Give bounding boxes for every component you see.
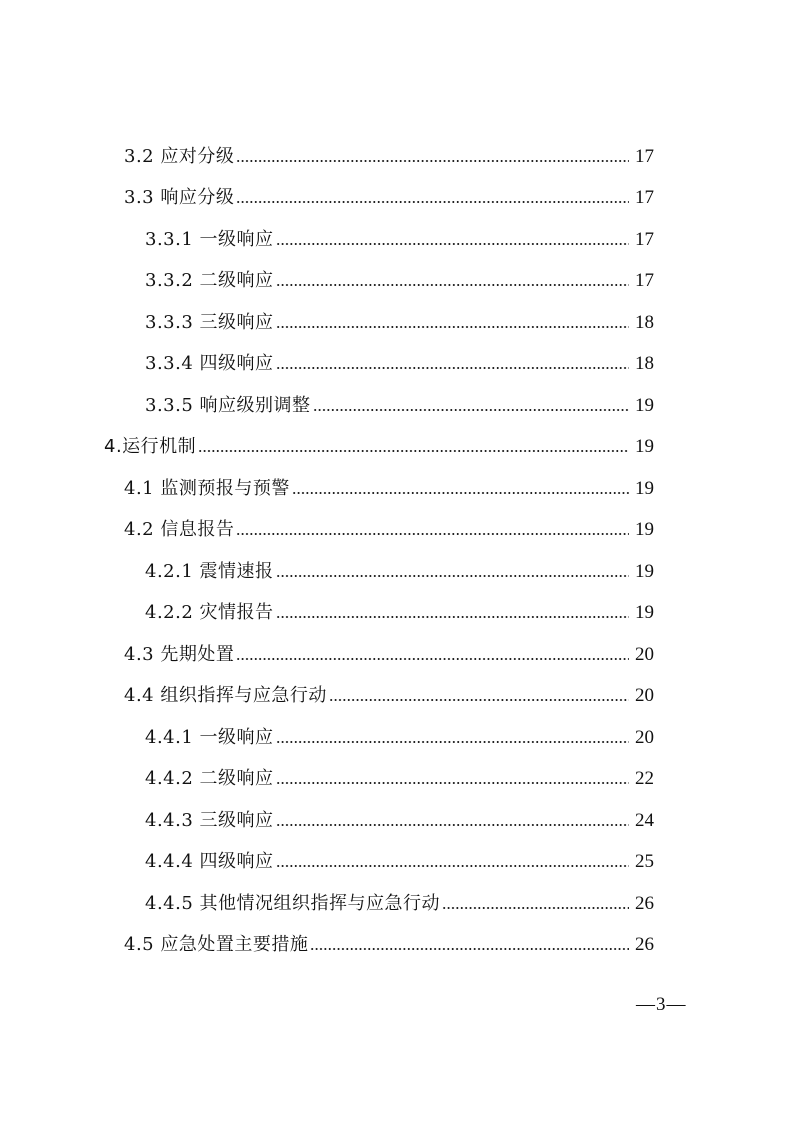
toc-entry-label: 3.3.5 响应级别调整 xyxy=(145,395,311,416)
toc-entry-page: 19 xyxy=(635,602,654,623)
dot-leader xyxy=(276,325,629,329)
toc-entry-label: 4.2 信息报告 xyxy=(124,519,235,540)
toc-entry-label: 4.4.4 四级响应 xyxy=(145,851,274,872)
toc-entry-label: 4.运行机制 xyxy=(104,436,197,457)
toc-entry[interactable] xyxy=(124,472,654,500)
toc-entry-page: 19 xyxy=(635,395,654,416)
toc-entry[interactable] xyxy=(145,721,654,749)
toc-entry-page: 24 xyxy=(635,810,654,831)
toc-entry[interactable] xyxy=(145,596,654,624)
page-number: —3— xyxy=(636,994,687,1015)
dot-leader xyxy=(292,491,629,495)
dot-leader xyxy=(276,242,629,246)
dot-leader xyxy=(236,532,629,536)
toc-entry[interactable] xyxy=(145,306,654,334)
toc-entry[interactable] xyxy=(145,804,654,832)
toc-entry-label: 4.2.1 震情速报 xyxy=(145,561,274,582)
toc-entry-label: 3.3.1 一级响应 xyxy=(145,229,274,250)
toc-entry-page: 19 xyxy=(635,478,654,499)
toc-entry-page: 17 xyxy=(635,146,654,167)
dot-leader xyxy=(313,408,629,412)
toc-entry-label: 3.3.2 二级响应 xyxy=(145,270,274,291)
dot-leader xyxy=(276,615,629,619)
dot-leader xyxy=(198,449,629,453)
dot-leader xyxy=(276,574,629,578)
toc-entry[interactable] xyxy=(124,638,654,666)
toc-entry-page: 25 xyxy=(635,851,654,872)
toc-entry-page: 18 xyxy=(635,312,654,333)
toc-entry-page: 22 xyxy=(635,768,654,789)
toc-entry[interactable] xyxy=(145,887,654,915)
toc-entry-label: 4.3 先期处置 xyxy=(124,644,235,665)
toc-entry-page: 20 xyxy=(635,644,654,665)
toc-entry-label: 3.3 响应分级 xyxy=(124,187,235,208)
toc-entry-label: 4.1 监测预报与预警 xyxy=(124,478,290,499)
toc-entry-page: 19 xyxy=(635,561,654,582)
dot-leader xyxy=(276,864,629,868)
toc-entry-label: 3.3.4 四级响应 xyxy=(145,353,274,374)
toc-entry-page: 17 xyxy=(635,229,654,250)
toc-entry-label: 4.4 组织指挥与应急行动 xyxy=(124,685,327,706)
dot-leader xyxy=(236,657,629,661)
toc-entry[interactable] xyxy=(124,928,654,956)
dot-leader xyxy=(276,781,629,785)
toc-entry[interactable] xyxy=(124,513,654,541)
toc-entry[interactable] xyxy=(124,181,654,209)
dot-leader xyxy=(442,906,629,910)
dot-leader xyxy=(310,947,629,951)
toc-entry-page: 19 xyxy=(635,436,654,457)
toc-entry-page: 26 xyxy=(635,934,654,955)
dot-leader xyxy=(276,283,629,287)
toc-entry-page: 17 xyxy=(635,187,654,208)
toc-entry[interactable] xyxy=(124,679,654,707)
toc-entry-page: 26 xyxy=(635,893,654,914)
toc-entry-label: 4.4.1 一级响应 xyxy=(145,727,274,748)
toc-entry-page: 17 xyxy=(635,270,654,291)
toc-entry[interactable] xyxy=(145,845,654,873)
toc-entry[interactable] xyxy=(145,762,654,790)
dot-leader xyxy=(329,698,629,702)
toc-entry-label: 4.4.5 其他情况组织指挥与应急行动 xyxy=(145,893,441,914)
dot-leader xyxy=(276,366,629,370)
toc-entry-page: 18 xyxy=(635,353,654,374)
dot-leader xyxy=(236,159,629,163)
toc-entry-page: 20 xyxy=(635,685,654,706)
toc-entry[interactable] xyxy=(145,555,654,583)
toc-entry-label: 4.4.3 三级响应 xyxy=(145,810,274,831)
dot-leader xyxy=(276,740,629,744)
toc-entry-label: 4.4.2 二级响应 xyxy=(145,768,274,789)
toc-entry-label: 3.2 应对分级 xyxy=(124,146,235,167)
toc-entry[interactable] xyxy=(145,264,654,292)
toc-entry[interactable] xyxy=(124,140,654,168)
toc-entry-label: 3.3.3 三级响应 xyxy=(145,312,274,333)
dot-leader xyxy=(236,200,629,204)
toc-entry[interactable] xyxy=(145,223,654,251)
toc-entry-label: 4.2.2 灾情报告 xyxy=(145,602,274,623)
dot-leader xyxy=(276,823,629,827)
toc-entry-page: 20 xyxy=(635,727,654,748)
toc-entry-page: 19 xyxy=(635,519,654,540)
toc-entry[interactable] xyxy=(104,430,654,458)
toc-entry[interactable] xyxy=(145,347,654,375)
toc-entry-label: 4.5 应急处置主要措施 xyxy=(124,934,309,955)
toc-entry[interactable] xyxy=(145,389,654,417)
